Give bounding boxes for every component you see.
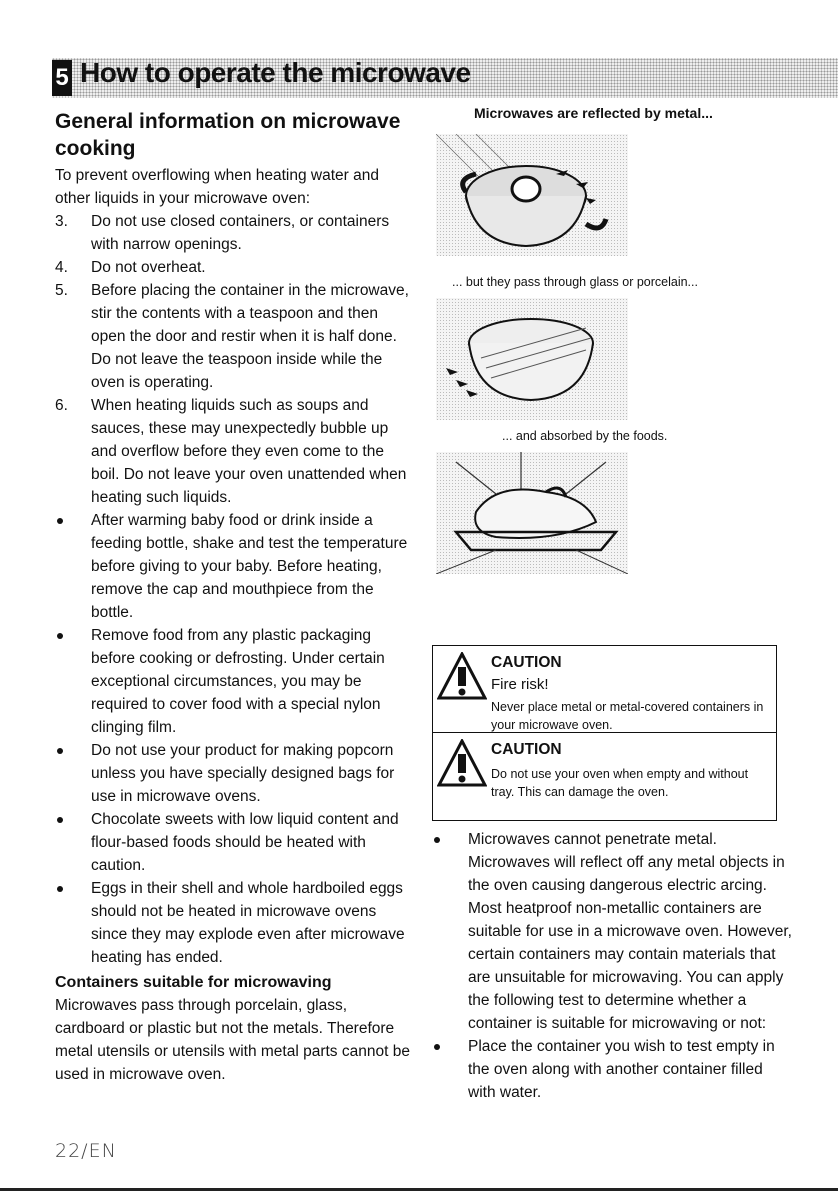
containers-text: Microwaves pass through porcelain, glass, cardboard or plastic but not the metals. Therefore metal utensils or utensils with metal parts cannot be used in microwave oven.: [55, 997, 410, 1083]
general-heading: General information on microwave cooking: [55, 110, 401, 160]
list-item-text: Eggs in their shell and whole hardboiled eggs should not be heated in microwave ovens since they may explode even after microwave heating has ended.: [91, 880, 405, 966]
metal-pot-figure: [436, 134, 628, 256]
list-item-text: Do not overheat.: [91, 259, 206, 276]
caution-subtitle: Fire risk!: [491, 676, 549, 693]
left-column: [55, 108, 410, 1086]
glass-bowl-figure: [436, 298, 628, 420]
list-item: [55, 210, 410, 256]
figures-column: [432, 102, 784, 574]
list-item: [55, 624, 410, 739]
list-item: [55, 394, 410, 509]
list-item: [55, 256, 410, 279]
caution-box: [432, 645, 777, 821]
bullet-icon: [57, 886, 63, 892]
numbered-list: [55, 210, 410, 509]
list-item-text: Do not use closed containers, or containers with narrow openings.: [91, 213, 390, 253]
figure-caption-glass: ... but they pass through glass or porcelain...: [452, 275, 698, 289]
caution-empty-oven: [433, 732, 776, 819]
list-item-text: After warming baby food or drink inside a feeding bottle, shake and test the temperature before giving to your baby. Before heating, remove the cap and mouthpiece from the bottle.: [91, 512, 408, 621]
list-item: [55, 877, 410, 969]
list-number: 4.: [55, 259, 68, 276]
list-item-text: Before placing the container in the microwave, stir the contents with a teaspoon and then open the door and restir when it is half done. Do not leave the teaspoon inside while the oven is operating.: [91, 282, 409, 391]
list-item-text: Microwaves cannot penetrate metal. Microwaves will reflect off any metal objects in the oven causing dangerous electric arcing. Most heatproof non-metallic containers are suitable for use in a microwave oven. However, certain containers may contain materials that are unsuitable for microwaving. You can apply the following test to determine whether a container is suitable for microwaving or not:: [468, 831, 792, 1032]
page-number: 22/EN: [55, 1140, 117, 1162]
metal-pot-illustration: [436, 134, 628, 256]
right-bullet-list: [432, 828, 792, 1104]
list-item-text: Chocolate sweets with low liquid content and flour-based foods should be heated with caution.: [91, 811, 399, 874]
bullet-icon: [434, 837, 440, 843]
warning-triangle-icon: [437, 652, 487, 702]
list-item-text: Place the container you wish to test empty in the oven along with another container filled with water.: [468, 1038, 775, 1101]
figure-caption-food: ... and absorbed by the foods.: [502, 429, 668, 443]
warning-triangle-icon: [437, 739, 487, 789]
list-number: 6.: [55, 397, 68, 414]
caution-title: CAUTION: [491, 654, 562, 671]
list-item-text: Do not use your product for making popcorn unless you have specially designed bags for use in microwave ovens.: [91, 742, 395, 805]
food-illustration: [436, 452, 628, 574]
list-item-text: Remove food from any plastic packaging before cooking or defrosting. Under certain exceptional circumstances, you may be required to cover food with a special nylon clinging film.: [91, 627, 385, 736]
list-number: 5.: [55, 282, 68, 299]
bullet-icon: [57, 748, 63, 754]
caution-text: Do not use your oven when empty and without tray. This can damage the oven.: [491, 767, 749, 799]
section-number: 5: [52, 60, 72, 96]
page-title: How to operate the microwave: [80, 57, 471, 88]
bullet-icon: [434, 1044, 440, 1050]
bullet-icon: [57, 633, 63, 639]
containers-heading: Containers suitable for microwaving: [55, 974, 332, 991]
list-item: [55, 279, 410, 394]
intro-text: To prevent overflowing when heating water and other liquids in your microwave oven:: [55, 167, 379, 207]
caution-text: Never place metal or metal-covered containers in your microwave oven.: [491, 700, 764, 732]
caution-title: CAUTION: [491, 741, 562, 758]
list-item: [55, 509, 410, 624]
list-item: [432, 1035, 792, 1104]
list-item: [55, 739, 410, 808]
glass-bowl-illustration: [436, 298, 628, 420]
caution-fire: [433, 646, 776, 732]
bullet-icon: [57, 817, 63, 823]
list-item: [432, 828, 792, 1035]
list-item-text: When heating liquids such as soups and sauces, these may unexpectedly bubble up and overflow before they even come to the boil. Do not leave your oven unattended when heating such liquids.: [91, 397, 407, 506]
food-figure: [436, 452, 628, 574]
bullet-icon: [57, 518, 63, 524]
list-item: [55, 808, 410, 877]
figure-title: Microwaves are reflected by metal...: [474, 105, 713, 121]
bullet-list: [55, 509, 410, 969]
list-number: 3.: [55, 213, 68, 230]
